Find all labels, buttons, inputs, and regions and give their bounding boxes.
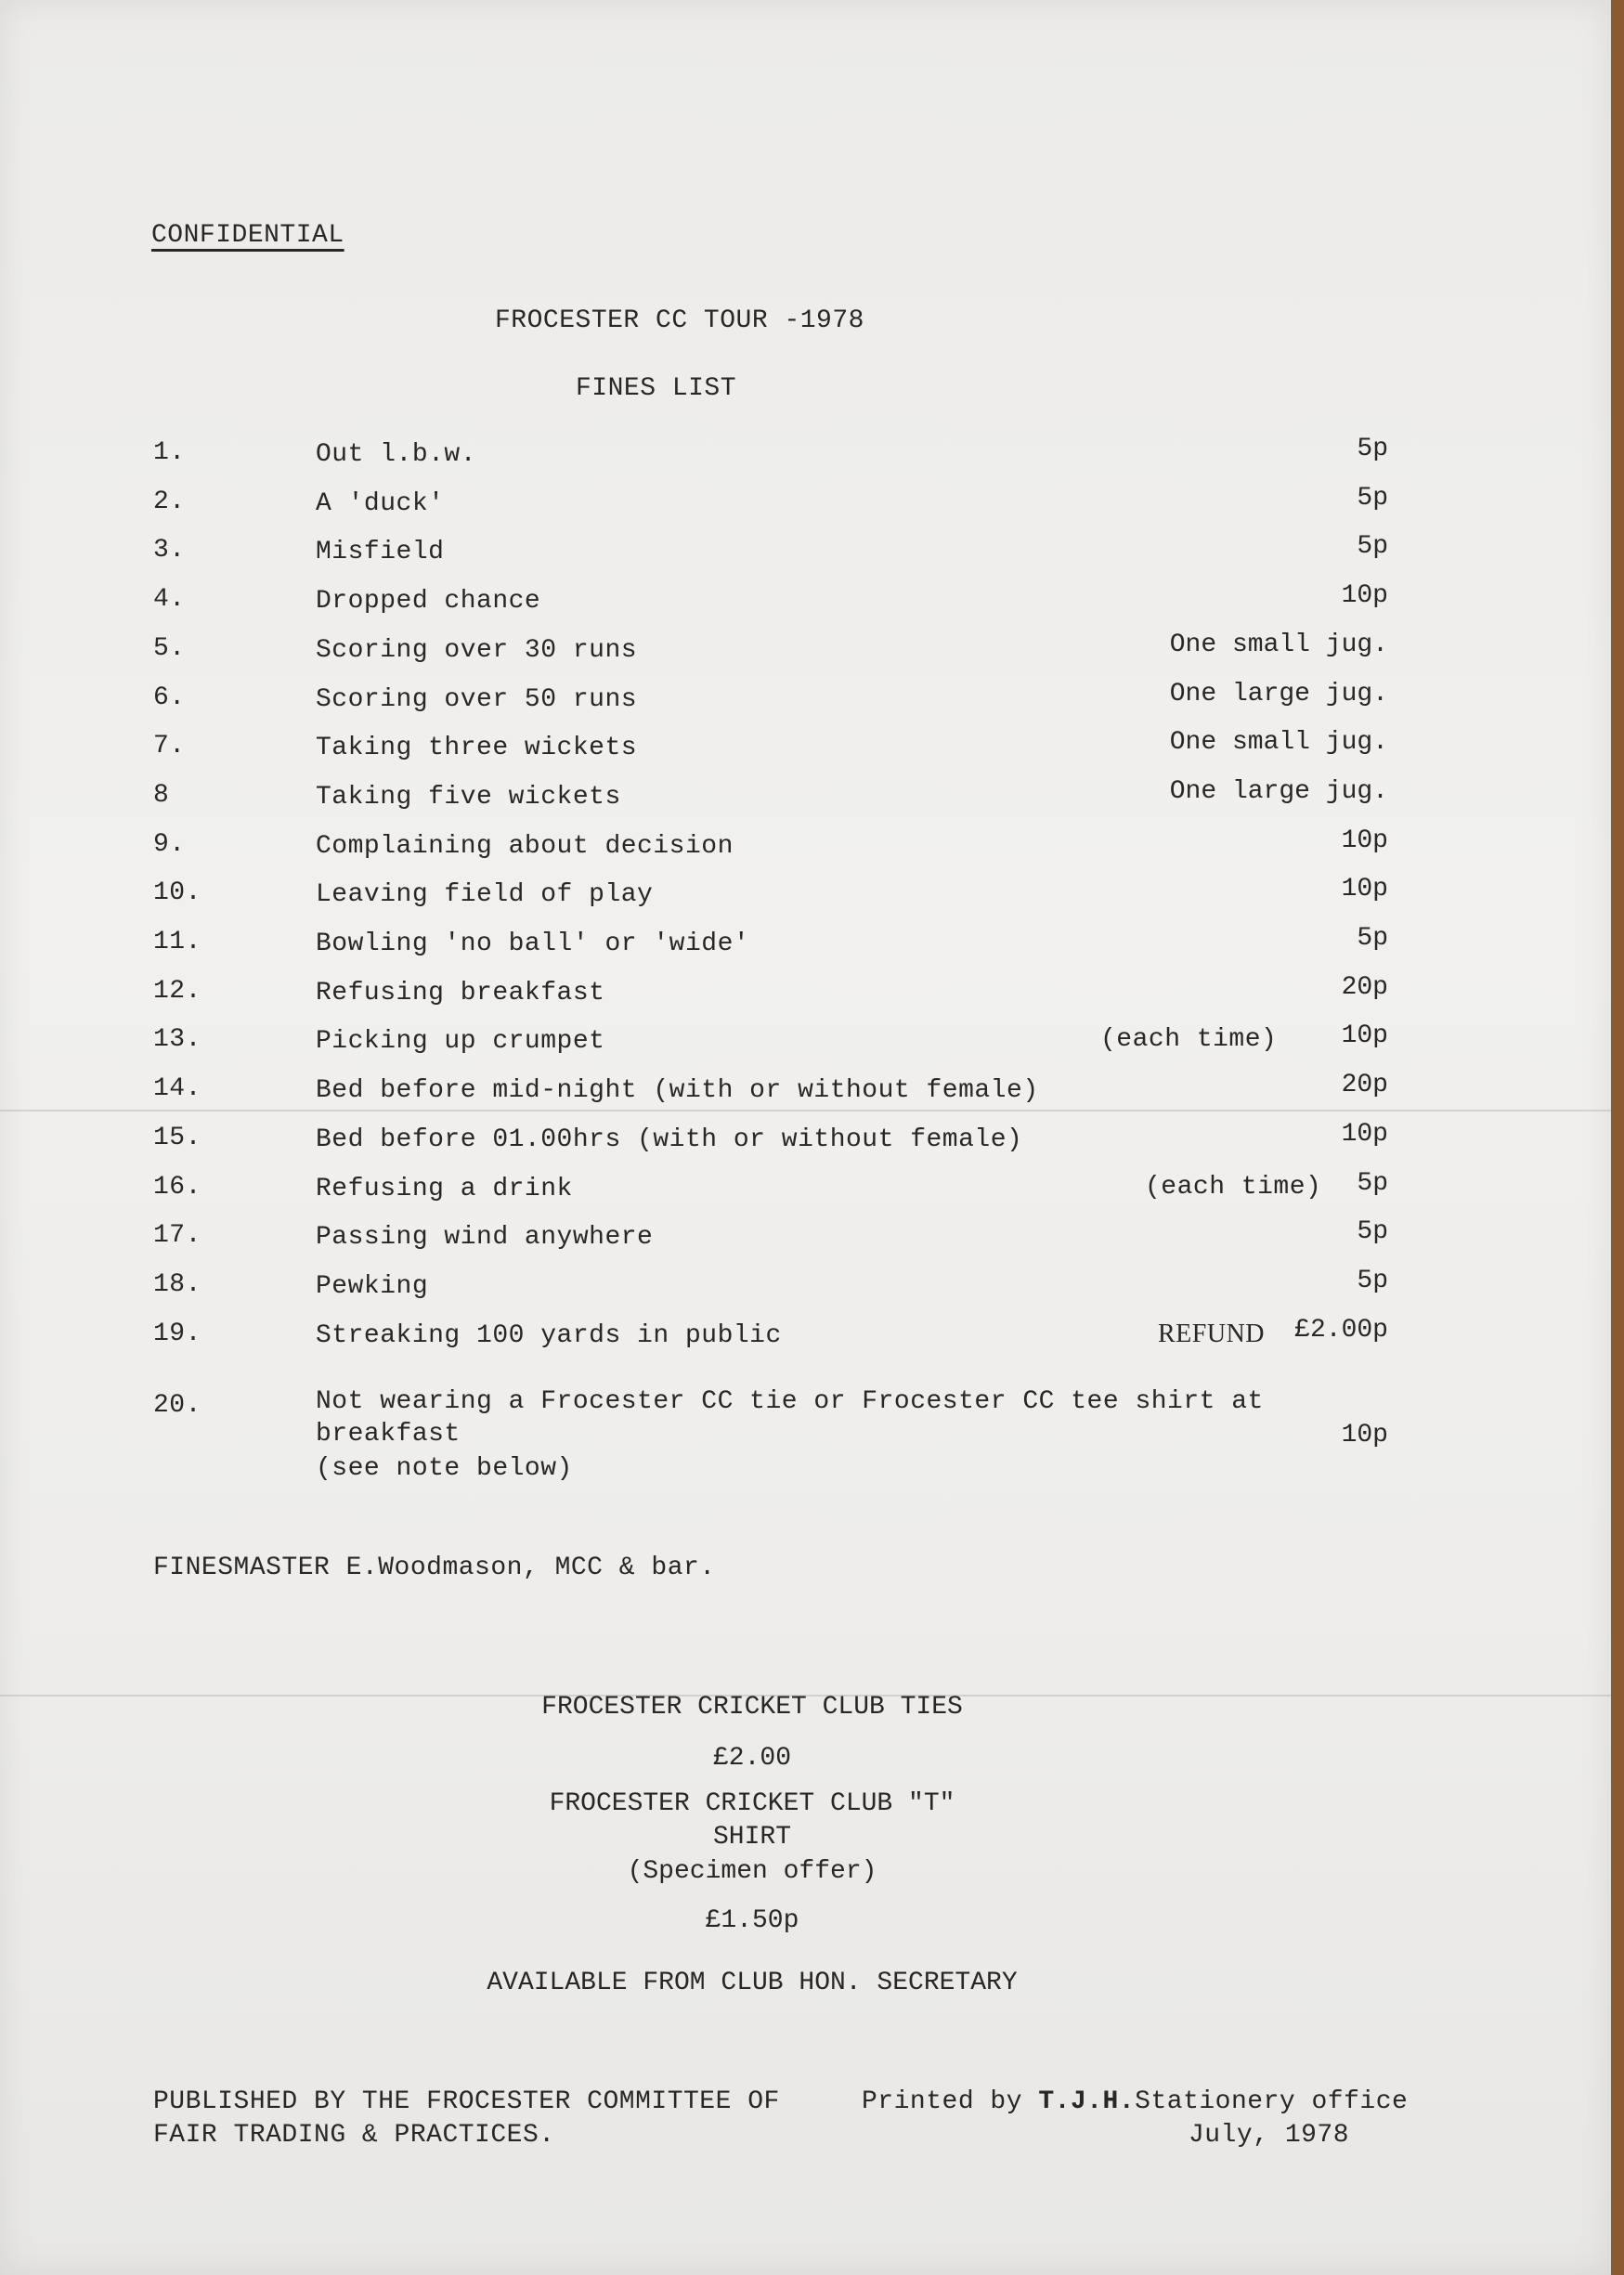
fine-number: 8	[153, 780, 170, 810]
fine-amount: 5p	[1357, 1266, 1388, 1295]
fine-number: 18.	[153, 1269, 201, 1299]
fine-number: 10.	[153, 878, 201, 908]
fine-amount: 5p	[1357, 532, 1388, 562]
fine-description: Passing wind anywhere	[316, 1223, 654, 1253]
fine-description: Refusing breakfast	[316, 978, 605, 1008]
fine-number: 3.	[153, 536, 186, 566]
fine-amount: 5p	[1357, 483, 1388, 513]
fine-amount: 10p	[1341, 1119, 1388, 1149]
printer-prefix: Printed by	[862, 2087, 1039, 2116]
fine-number: 19.	[153, 1319, 201, 1348]
printer-name: Stationery office	[1135, 2087, 1409, 2116]
fine-description: Leaving field of play	[316, 880, 654, 910]
fine-amount: 5p	[1357, 924, 1388, 953]
fine-description: Out l.b.w.	[316, 440, 477, 469]
fine-description: Scoring over 30 runs	[316, 635, 638, 665]
fine-number: 7.	[153, 732, 186, 761]
fine-amount: £2.00p	[1294, 1315, 1388, 1345]
fine-description: Complaining about decision	[316, 831, 734, 861]
fine-description: A 'duck'	[316, 488, 445, 518]
fine-number: 16.	[153, 1172, 201, 1202]
fine-amount: 10p	[1341, 875, 1388, 904]
fine-number: 15.	[153, 1123, 201, 1152]
fine-20-description-line-3: (see note below)	[316, 1454, 573, 1483]
fine-20-number: 20.	[153, 1391, 201, 1420]
fine-number: 5.	[153, 633, 186, 663]
fine-description: Refusing a drink	[316, 1174, 573, 1203]
fine-amount: 10p	[1341, 581, 1388, 611]
fine-description: Dropped chance	[316, 587, 541, 617]
document-title: FROCESTER CC TOUR -1978	[495, 306, 864, 335]
publisher-line-2: FAIR TRADING & PRACTICES.	[153, 2121, 555, 2150]
print-date: July, 1978	[1189, 2121, 1350, 2150]
shirt-price: £1.50p	[705, 1906, 799, 1935]
confidential-label: CONFIDENTIAL	[151, 221, 344, 250]
fine-number: 13.	[153, 1025, 201, 1055]
printer-line	[862, 2087, 1408, 2116]
fine-amount: 5p	[1357, 1168, 1388, 1198]
fine-number: 2.	[153, 487, 186, 516]
fine-description: Taking three wickets	[316, 734, 638, 763]
fine-number: 11.	[153, 928, 201, 956]
fine-description: Picking up crumpet	[316, 1027, 605, 1057]
shirt-offer-note: (Specimen offer)	[627, 1857, 877, 1886]
fine-amount: One large jug.	[1169, 679, 1388, 708]
printer-initials: T.J.H.	[1038, 2087, 1136, 2116]
fine-description: Bed before 01.00hrs (with or without female)	[316, 1124, 1023, 1154]
fine-description: Bed before mid-night (with or without female)	[316, 1076, 1039, 1106]
fine-20-description-line-2: breakfast	[316, 1420, 461, 1449]
fine-number: 12.	[153, 976, 201, 1006]
fine-description: Bowling 'no ball' or 'wide'	[316, 930, 750, 958]
fine-amount: One small jug.	[1169, 630, 1388, 659]
fine-amount: 20p	[1341, 1071, 1388, 1100]
fine-amount: 10p	[1341, 1021, 1388, 1051]
fine-number: 9.	[153, 829, 186, 859]
finesmaster-line: FINESMASTER E.Woodmason, MCC & bar.	[153, 1554, 716, 1582]
fine-amount: 10p	[1341, 826, 1388, 855]
fine-number: 4.	[153, 585, 186, 615]
fine-description: Streaking 100 yards in public	[316, 1320, 782, 1350]
fine-number: 6.	[153, 682, 186, 712]
fine-note: (each time)	[1145, 1172, 1322, 1202]
fine-description: Pewking	[316, 1271, 429, 1301]
fine-note: (each time)	[1100, 1025, 1278, 1055]
fine-description: Scoring over 50 runs	[316, 684, 638, 714]
fine-note: REFUND	[1158, 1319, 1266, 1348]
fine-number: 1.	[153, 438, 186, 467]
fine-amount: 5p	[1357, 1217, 1388, 1247]
fine-amount: 5p	[1357, 435, 1388, 463]
fine-20-description-line-1: Not wearing a Frocester CC tie or Frocester CC tee shirt at	[316, 1387, 1264, 1416]
document-subtitle: FINES LIST	[576, 374, 737, 403]
fold-line	[0, 1110, 1611, 1112]
fine-number: 14.	[153, 1074, 201, 1104]
fine-number: 17.	[153, 1221, 201, 1251]
availability-note: AVAILABLE FROM CLUB HON. SECRETARY	[487, 1969, 1018, 1997]
fine-amount: 20p	[1341, 972, 1388, 1002]
fine-description: Misfield	[316, 538, 445, 567]
ties-price: £2.00	[712, 1744, 791, 1773]
shirt-offer-word: SHIRT	[712, 1823, 791, 1852]
ties-offer-title: FROCESTER CRICKET CLUB TIES	[541, 1693, 963, 1722]
shirt-offer-title: FROCESTER CRICKET CLUB "T"	[549, 1789, 955, 1818]
fine-amount: One large jug.	[1169, 776, 1388, 806]
fine-description: Taking five wickets	[316, 782, 621, 812]
fine-20-amount: 10p	[1341, 1421, 1388, 1450]
publisher-line-1: PUBLISHED BY THE FROCESTER COMMITTEE OF	[153, 2087, 780, 2116]
fine-amount: One small jug.	[1169, 728, 1388, 758]
